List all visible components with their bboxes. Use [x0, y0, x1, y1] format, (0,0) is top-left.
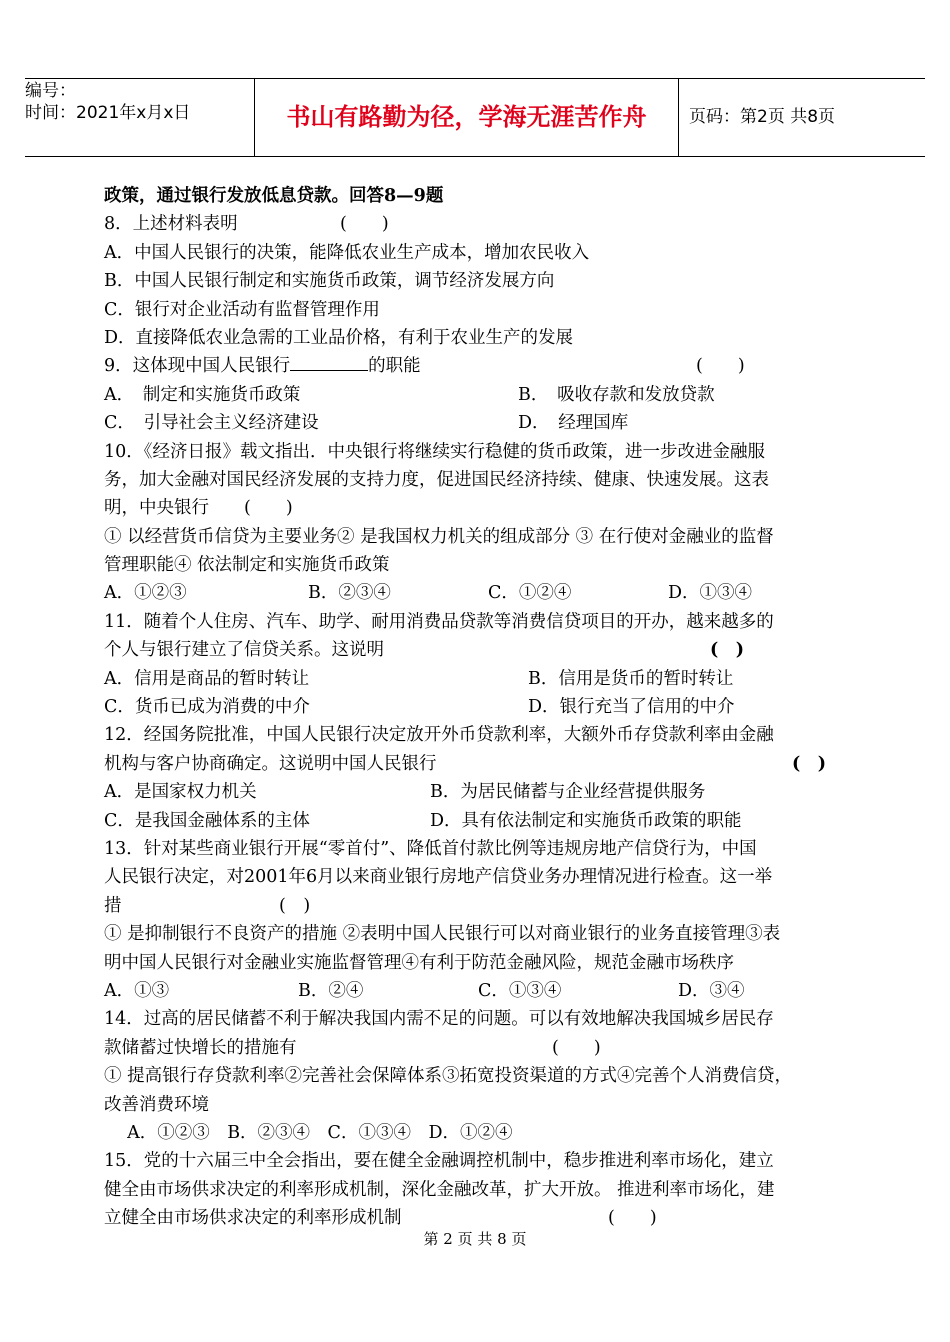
options-row — [104, 778, 849, 806]
option-d: D．具有依法制定和实施货币政策的职能 — [430, 810, 742, 831]
question-10-line: 10．《经济日报》载文指出．中央银行将继续实行稳健的货币政策，进一步改进金融服 — [104, 441, 766, 462]
intro-line: 政策，通过银行发放低息贷款。回答8—9题 — [104, 186, 444, 206]
option-a: A．信用是商品的暂时转让 — [104, 668, 310, 689]
option-b: B．信用是货币的暂时转让 — [528, 668, 734, 689]
page-footer: 第 2 页 共 8 页 — [423, 1230, 527, 1248]
answer-paren: ( ) — [792, 753, 827, 774]
question-10-line: 务，加大金融对国民经济发展的支持力度，促进国民经济持续、健康、快速发展。这表 — [104, 469, 769, 490]
question-15-stem: 立健全由市场供求决定的利率形成机制 — [104, 1208, 402, 1229]
option-d: D． 经理国库 — [518, 413, 629, 434]
options-row — [104, 409, 849, 437]
question-11-stem: 个人与银行建立了信贷关系。这说明 — [104, 640, 384, 661]
option-a: A． 制定和实施货币政策 — [104, 384, 301, 405]
option-d: D．直接降低农业急需的工业品价格，有利于农业生产的发展 — [104, 327, 574, 348]
question-13-line: 明中国人民银行对金融业实施监督管理④有利于防范金融风险，规范金融市场秩序 — [104, 952, 734, 973]
option-b: B． 吸收存款和发放贷款 — [518, 384, 715, 405]
question-13-line: 13．针对某些商业银行开展“零首付”、降低首付款比例等违规房地产信贷行为，中国 — [104, 838, 757, 859]
answer-paren: ( ) — [340, 214, 389, 235]
question-15-line: 15．党的十六届三中全会指出，要在健全金融调控机制中，稳步推进利率市场化，建立 — [104, 1151, 774, 1172]
question-13-line: 措 ( ) — [104, 895, 311, 916]
document-body — [104, 182, 849, 1232]
option-c: C． 引导社会主义经济建设 — [104, 413, 319, 434]
question-11-line — [104, 636, 849, 664]
question-10-line: 管理职能④ 依法制定和实施货币政策 — [104, 555, 390, 576]
blank-line — [290, 352, 368, 371]
options-row — [104, 579, 849, 607]
question-14-line — [104, 1034, 849, 1062]
question-9 — [104, 352, 849, 380]
options-row — [104, 665, 849, 693]
option-c: C．①②④ — [488, 583, 572, 604]
option-c: C．是我国金融体系的主体 — [104, 810, 310, 831]
question-9-stem: 9．这体现中国人民银行 — [104, 356, 291, 377]
question-14-line: 改善消费环境 — [104, 1094, 209, 1115]
option-a: A．中国人民银行的决策，能降低农业生产成本，增加农民收入 — [104, 242, 590, 263]
question-10-line: ① 以经营货币信贷为主要业务② 是我国权力机关的组成部分 ③ 在行使对金融业的监督 — [104, 526, 774, 547]
options-row — [104, 381, 849, 409]
option-d: D．银行充当了信用的中介 — [528, 697, 735, 718]
header-page-info: 页码：第2页 共8页 — [689, 107, 836, 127]
options-row: A．①②③ B．②③④ C．①③④ D．①②④ — [104, 1122, 513, 1143]
header-left — [25, 79, 253, 157]
document-number-label: 编号： — [25, 81, 76, 101]
option-b: B．②④ — [298, 980, 364, 1001]
question-14-stem: 款储蓄过快增长的措施有 — [104, 1037, 297, 1058]
document-time-label: 时间：2021年x月x日 — [25, 103, 191, 123]
question-8-stem: 8．上述材料表明 — [104, 214, 238, 235]
option-b: B．为居民储蓄与企业经营提供服务 — [430, 782, 706, 803]
option-a: A．是国家权力机关 — [104, 782, 257, 803]
option-d: D．①③④ — [668, 583, 753, 604]
question-13-line: 人民银行决定，对2001年6月以来商业银行房地产信贷业务办理情况进行检查。这一举 — [104, 867, 773, 888]
question-8 — [104, 210, 849, 238]
option-a: A．①②③ — [104, 583, 187, 604]
option-c: C．银行对企业活动有监督管理作用 — [104, 299, 380, 320]
option-a: A．①③ — [104, 980, 170, 1001]
answer-paren: ( ) — [608, 1208, 657, 1229]
options-row — [104, 977, 849, 1005]
answer-paren: ( ) — [696, 356, 745, 377]
question-12-stem: 机构与客户协商确定。这说明中国人民银行 — [104, 753, 437, 774]
question-9-stem-end: 的职能 — [368, 356, 421, 377]
options-row — [104, 807, 849, 835]
question-13-line: ① 是抑制银行不良资产的措施 ②表明中国人民银行可以对商业银行的业务直接管理③表 — [104, 924, 781, 945]
question-10-line: 明，中央银行 ( ) — [104, 498, 293, 519]
option-b: B．②③④ — [308, 583, 391, 604]
question-15-line: 健全由市场供求决定的利率形成机制，深化金融改革，扩大开放。 推进利率市场化，建 — [104, 1179, 775, 1200]
question-11-line: 11．随着个人住房、汽车、助学、耐用消费品贷款等消费信贷项目的开办，越来越多的 — [104, 611, 774, 632]
question-12-line: 12．经国务院批准，中国人民银行决定放开外币贷款利率，大额外币存贷款利率由金融 — [104, 725, 774, 746]
page-header — [25, 78, 925, 157]
question-14-line: 14．过高的居民储蓄不利于解决我国内需不足的问题。可以有效地解决我国城乡居民存 — [104, 1009, 774, 1030]
option-c: C．货币已成为消费的中介 — [104, 697, 310, 718]
options-row — [104, 693, 849, 721]
option-b: B．中国人民银行制定和实施货币政策，调节经济发展方向 — [104, 271, 555, 292]
question-12-line — [104, 750, 849, 778]
header-motto: 书山有路勤为径，学海无涯苦作舟 — [254, 79, 679, 156]
option-c: C．①③④ — [478, 980, 562, 1001]
question-14-line: ① 提高银行存贷款利率②完善社会保障体系③拓宽投资渠道的方式④完善个人消费信贷， — [104, 1066, 793, 1087]
option-d: D．③④ — [678, 980, 745, 1001]
answer-paren: ( ) — [552, 1037, 601, 1058]
answer-paren: ( ) — [710, 640, 745, 661]
